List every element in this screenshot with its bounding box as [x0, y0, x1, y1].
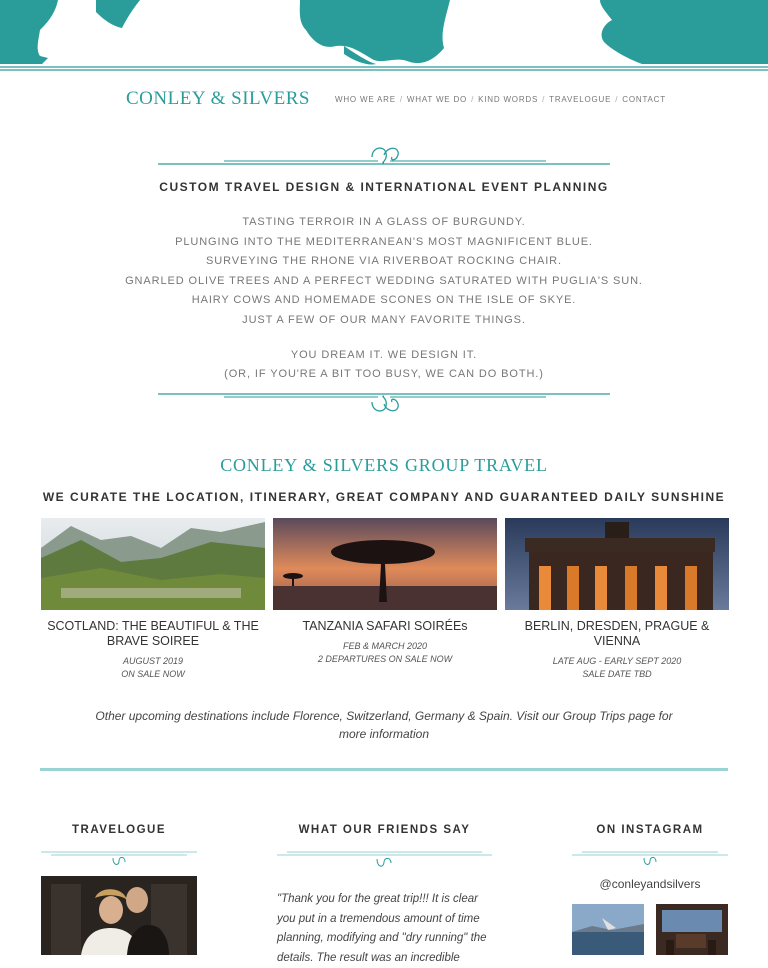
trip-name[interactable]: TANZANIA SAFARI SOIRÉEs — [302, 619, 468, 633]
section-divider — [40, 768, 728, 771]
ornament-divider — [277, 850, 492, 870]
travelogue-title: TRAVELOGUE — [71, 824, 166, 836]
page-headline: CUSTOM TRAVEL DESIGN & INTERNATIONAL EVENT PLANNING — [159, 180, 609, 194]
instagram-title: ON INSTAGRAM — [596, 824, 704, 836]
nav-separator: / — [542, 95, 546, 104]
ornament-divider — [158, 390, 610, 416]
main-nav — [335, 95, 666, 104]
trip-name[interactable]: SCOTLAND: THE BEAUTIFUL & THE BRAVE SOIREE — [47, 619, 259, 648]
tagline: HAIRY COWS AND HOMEMADE SCONES ON THE ISLE OF SKYE. — [191, 294, 577, 307]
travelogue-photo[interactable] — [41, 876, 197, 955]
nav-who-we-are[interactable]: WHO WE ARE — [335, 95, 396, 104]
nav-what-we-do[interactable]: WHAT WE DO — [406, 95, 468, 104]
trip-status: SALE DATE TBD — [582, 669, 652, 679]
world-map-banner — [0, 0, 768, 72]
ornament-divider — [41, 850, 197, 868]
dream-line: (OR, IF YOU'RE A BIT TOO BUSY, WE CAN DO BOTH.) — [224, 368, 544, 380]
nav-contact[interactable]: CONTACT — [622, 95, 666, 104]
nav-kind-words[interactable]: KIND WORDS — [478, 95, 539, 104]
trip-meta — [505, 655, 729, 681]
trip-name[interactable]: BERLIN, DRESDEN, PRAGUE & VIENNA — [524, 619, 710, 648]
friends-title: WHAT OUR FRIENDS SAY — [298, 824, 471, 836]
ornament-divider — [572, 850, 728, 868]
group-travel-subtitle: WE CURATE THE LOCATION, ITINERARY, GREAT COMPANY AND GUARANTEED DAILY SUNSHINE — [42, 490, 726, 504]
trip-status: 2 DEPARTURES ON SALE NOW — [317, 654, 453, 664]
nav-separator: / — [399, 95, 403, 104]
taglines — [0, 213, 768, 331]
trip-card — [41, 619, 265, 681]
scotland-photo[interactable] — [41, 518, 265, 610]
tagline: JUST A FEW OF OUR MANY FAVORITE THINGS. — [242, 313, 526, 326]
tagline: GNARLED OLIVE TREES AND A PERFECT WEDDING SATURATED WITH PUGLIA'S SUN. — [125, 274, 643, 287]
trip-status: ON SALE NOW — [121, 669, 185, 679]
group-travel-title: CONLEY & SILVERS GROUP TRAVEL — [220, 455, 548, 475]
instagram-handle[interactable]: @conleyandsilvers — [599, 877, 701, 891]
nav-travelogue[interactable]: TRAVELOGUE — [549, 95, 612, 104]
trip-card — [273, 619, 497, 666]
trip-date: FEB & MARCH 2020 — [342, 641, 428, 651]
nav-separator: / — [471, 95, 475, 104]
brand-logo[interactable]: CONLEY & SILVERS — [126, 88, 310, 109]
tagline: TASTING TERROIR IN A GLASS OF BURGUNDY. — [242, 216, 526, 228]
tagline: PLUNGING INTO THE MEDITERRANEAN'S MOST MAGNIFICENT BLUE. — [175, 235, 593, 248]
trip-card — [505, 619, 729, 681]
trip-date: AUGUST 2019 — [122, 656, 184, 666]
ornament-divider — [158, 143, 610, 167]
instagram-photo[interactable] — [572, 904, 644, 955]
testimonial-quote: "Thank you for the great trip!!! It is clear you put in a tremendous amount of time planning, modifying and "dry running" the details. The result was an incredible — [277, 893, 487, 964]
tagline: SURVEYING THE RHONE VIA RIVERBOAT ROCKING CHAIR. — [206, 255, 562, 268]
trip-meta — [273, 640, 497, 666]
tanzania-photo[interactable] — [273, 518, 497, 610]
instagram-photo[interactable] — [656, 904, 728, 955]
other-destinations-text: Other upcoming destinations include Florence, Switzerland, Germany & Spain. Visit our Group Trips page for more information — [95, 709, 673, 741]
trip-date: LATE AUG - EARLY SEPT 2020 — [552, 656, 682, 666]
dream-statement — [0, 346, 768, 384]
trip-meta — [41, 655, 265, 681]
nav-separator: / — [615, 95, 619, 104]
berlin-photo[interactable] — [505, 518, 729, 610]
dream-line: YOU DREAM IT. WE DESIGN IT. — [290, 349, 478, 361]
